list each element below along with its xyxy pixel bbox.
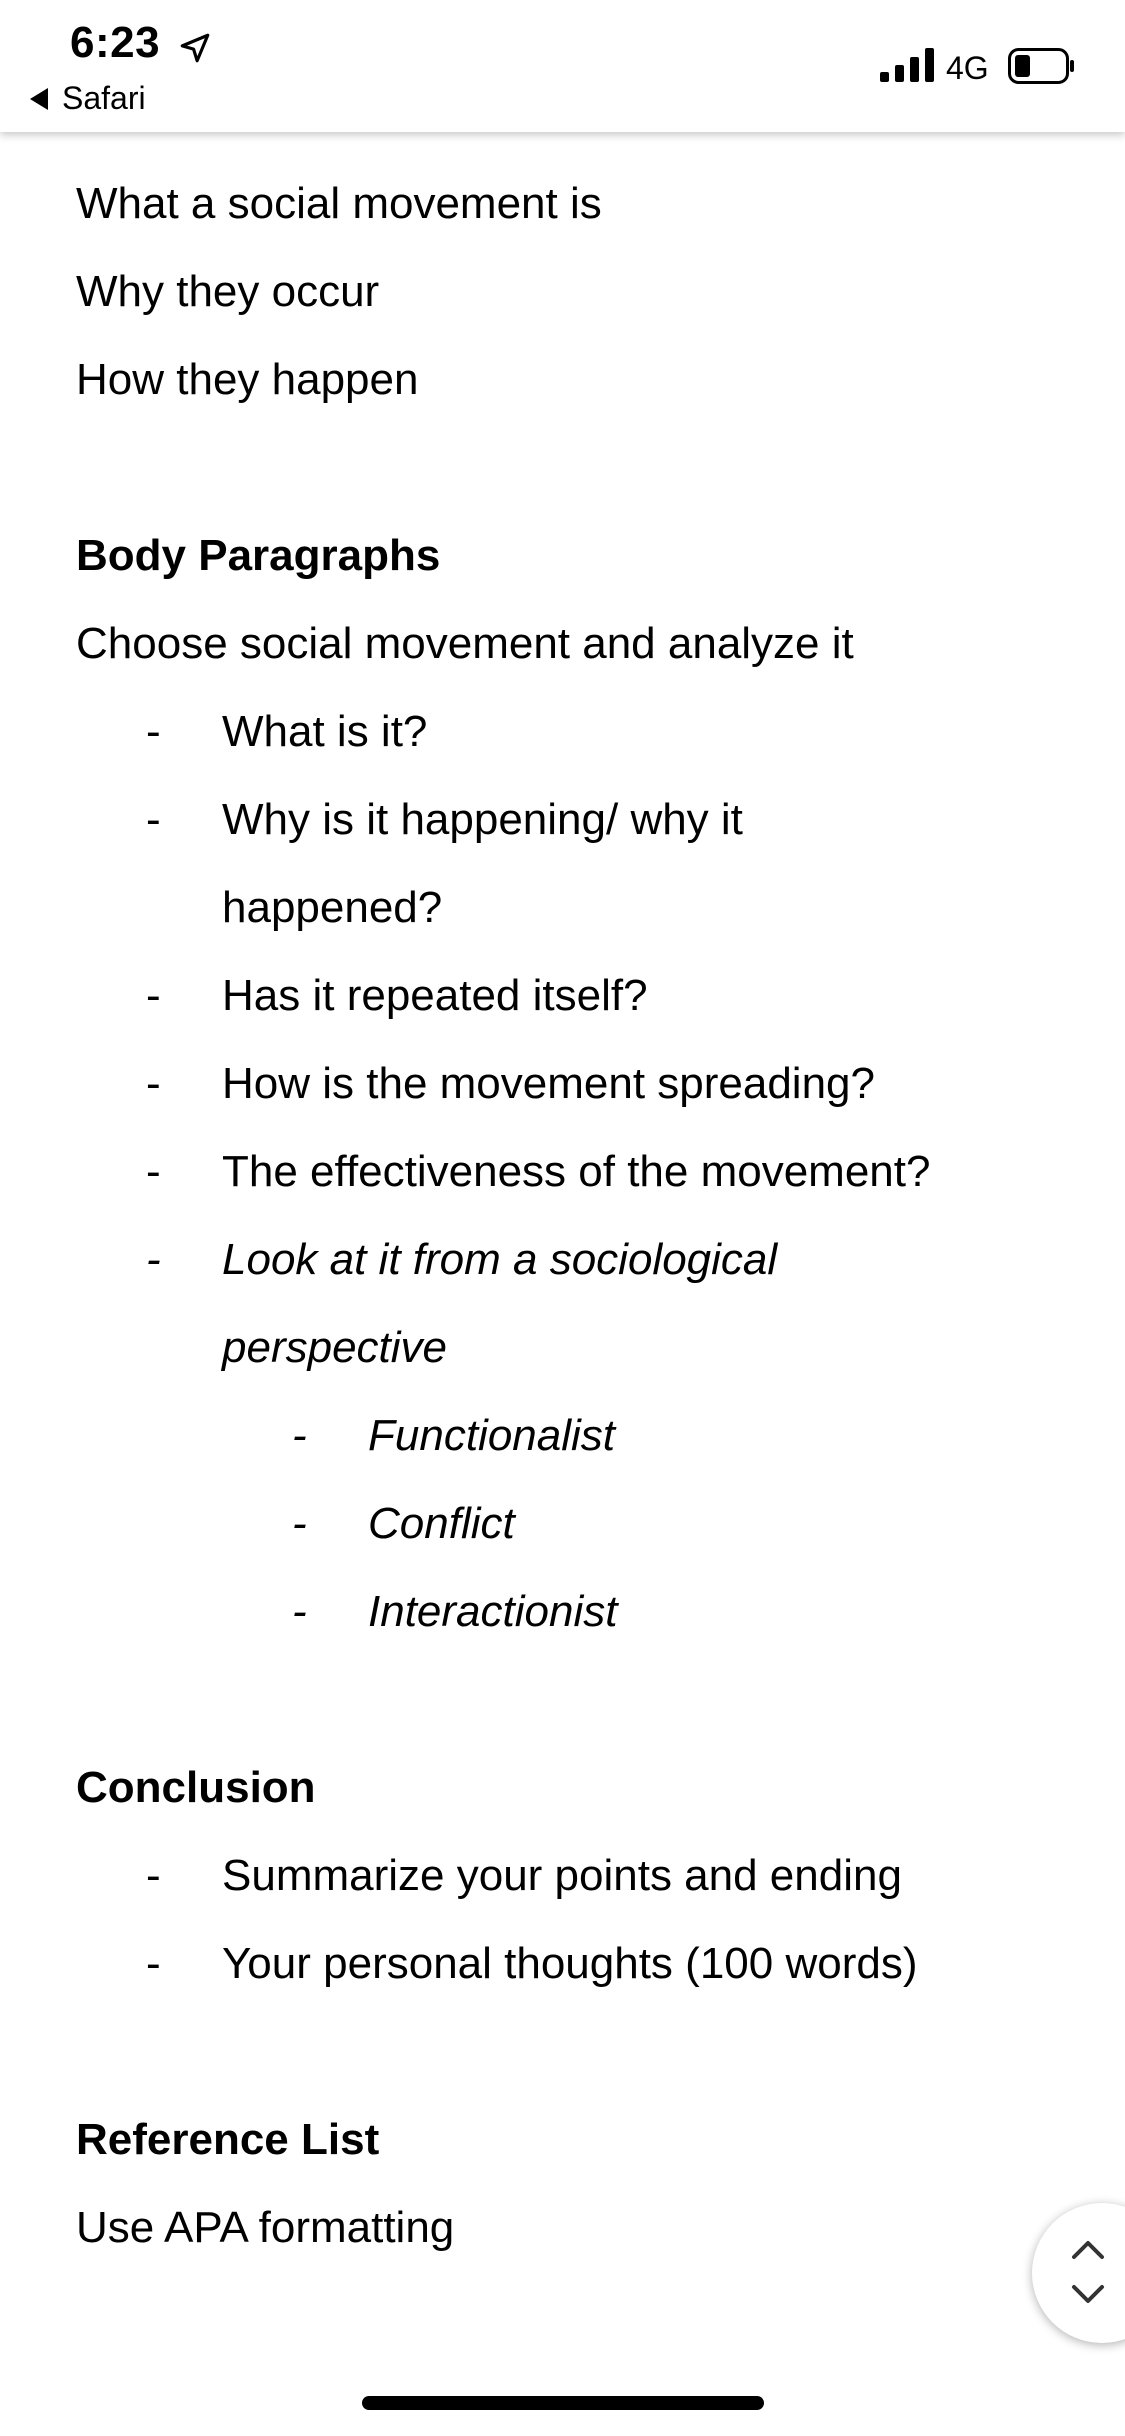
spacer — [76, 424, 1036, 512]
list-item — [76, 1128, 1036, 1216]
chevron-down-icon[interactable] — [1070, 2283, 1106, 2307]
list-dash: - — [292, 1587, 307, 1636]
sub-list-item — [76, 1392, 1036, 1480]
section-heading-references: Reference List — [76, 2115, 380, 2164]
list-item-text: Look at it from a sociological — [222, 1235, 778, 1284]
spacer — [76, 1656, 1036, 1744]
list-item — [76, 688, 1036, 776]
list-item — [76, 1832, 1036, 1920]
list-dash: - — [146, 707, 161, 756]
status-bar — [0, 0, 1125, 132]
list-item — [76, 1040, 1036, 1128]
sub-list-item-text: Interactionist — [368, 1587, 618, 1636]
list-dash: - — [146, 1939, 161, 1988]
network-type: 4G — [946, 50, 989, 86]
spacer — [76, 2008, 1036, 2096]
list-item-text: Summarize your points and ending — [222, 1851, 902, 1900]
sub-list-item-text: Functionalist — [368, 1411, 616, 1460]
body-lead-text: Choose social movement and analyze it — [76, 619, 854, 668]
list-item-text: perspective — [222, 1323, 448, 1372]
list-item-text: What is it? — [222, 707, 428, 756]
list-item-text: Your personal thoughts (100 words) — [222, 1939, 918, 1988]
back-to-safari-button[interactable] — [30, 80, 146, 117]
list-item-text: How is the movement spreading? — [222, 1059, 875, 1108]
sub-list-item-text: Conflict — [368, 1499, 515, 1548]
status-time: 6:23 — [70, 18, 161, 67]
chevron-up-icon[interactable] — [1070, 2237, 1106, 2261]
section-heading-body: Body Paragraphs — [76, 531, 441, 580]
back-triangle-icon — [30, 88, 48, 110]
list-item — [76, 1920, 1036, 2008]
list-dash: - — [146, 795, 161, 844]
list-item-text: The effectiveness of the movement? — [222, 1147, 931, 1196]
location-arrow-icon — [178, 31, 212, 65]
list-item — [76, 952, 1036, 1040]
list-item-text: Why is it happening/ why it — [222, 795, 743, 844]
list-dash: - — [292, 1411, 307, 1460]
list-item-text: Has it repeated itself? — [222, 971, 648, 1020]
list-dash: - — [146, 1235, 161, 1284]
list-dash: - — [146, 1059, 161, 1108]
intro-item: Why they occur — [76, 267, 380, 316]
references-text: Use APA formatting — [76, 2203, 455, 2252]
sub-list-item — [76, 1480, 1036, 1568]
list-dash: - — [146, 1851, 161, 1900]
list-dash: - — [292, 1499, 307, 1548]
page-scroll-control[interactable] — [1032, 2203, 1125, 2343]
list-dash: - — [146, 971, 161, 1020]
list-dash: - — [146, 1147, 161, 1196]
sub-list-item — [76, 1568, 1036, 1656]
list-item — [76, 1216, 1036, 1392]
home-indicator[interactable] — [362, 2396, 764, 2410]
back-app-label: Safari — [62, 80, 146, 116]
document-content — [76, 160, 1036, 2272]
cellular-signal-icon — [880, 48, 938, 82]
intro-item: What a social movement is — [76, 179, 602, 228]
battery-icon — [1008, 48, 1076, 84]
list-item-text: happened? — [222, 883, 443, 932]
section-heading-conclusion: Conclusion — [76, 1763, 316, 1812]
intro-item: How they happen — [76, 355, 419, 404]
list-item — [76, 776, 1036, 952]
